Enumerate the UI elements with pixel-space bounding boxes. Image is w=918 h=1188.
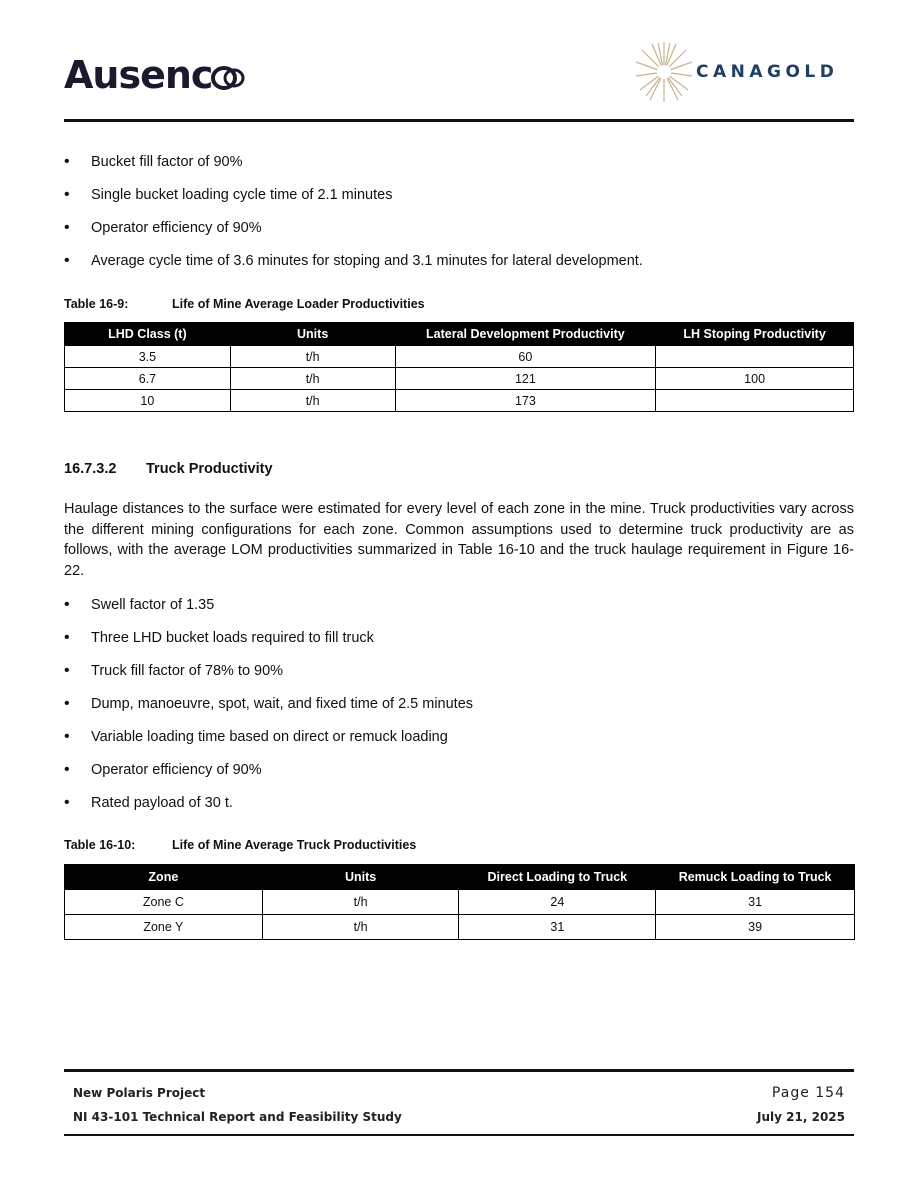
- table-title: Life of Mine Average Loader Productivities: [172, 297, 425, 311]
- footer-project: New Polaris Project: [73, 1086, 206, 1100]
- column-header: Lateral Development Productivity: [395, 323, 656, 346]
- column-header: LHD Class (t): [65, 323, 231, 346]
- canagold-wordmark: CANAGOLD: [696, 62, 839, 82]
- list-item: • Dump, manoeuvre, spot, wait, and fixed time of 2.5 minutes: [64, 694, 854, 727]
- column-header: Direct Loading to Truck: [459, 865, 656, 890]
- list-item: • Truck fill factor of 78% to 90%: [64, 661, 854, 694]
- list-item: • Operator efficiency of 90%: [64, 760, 854, 793]
- table-title: Life of Mine Average Truck Productivities: [172, 838, 417, 852]
- ausenco-swirl-icon: [210, 65, 246, 91]
- list-item: • Variable loading time based on direct or remuck loading: [64, 727, 854, 760]
- footer-rule-top: [64, 1069, 854, 1072]
- table-cell: 31: [459, 915, 656, 940]
- table-cell: 121: [395, 368, 656, 390]
- section-number: 16.7.3.2: [64, 461, 117, 477]
- table-number: Table 16-9:: [64, 297, 129, 311]
- section-title: Truck Productivity: [146, 461, 273, 477]
- list-item: • Bucket fill factor of 90%: [64, 152, 854, 185]
- column-header: LH Stoping Productivity: [656, 323, 854, 346]
- table-caption: [64, 838, 416, 852]
- column-header: Zone: [65, 865, 263, 890]
- header-rule: [64, 119, 854, 122]
- table-number: Table 16-10:: [64, 838, 136, 852]
- body-paragraph: Haulage distances to the surface were estimated for every level of each zone in the mine. Truck productivities vary across the different mining configurations for each zone. Common assumptions used to determine truck productivity are as follows, with the average LOM productivities summarized in Table 16-10 and the truck haulage requirement in Figure 16-22.: [64, 501, 854, 579]
- table-row: [65, 346, 854, 368]
- list-item: • Swell factor of 1.35: [64, 595, 854, 628]
- table-row: [65, 890, 855, 915]
- table-cell: [656, 390, 854, 412]
- column-header: Units: [230, 323, 395, 346]
- table-caption: [64, 297, 425, 311]
- list-item: • Rated payload of 30 t.: [64, 793, 854, 826]
- table-row: [65, 390, 854, 412]
- list-item: • Average cycle time of 3.6 minutes for stoping and 3.1 minutes for lateral development.: [64, 251, 854, 284]
- table-row: [65, 915, 855, 940]
- footer-page-number: Page 154: [771, 1085, 845, 1101]
- list-item: • Operator efficiency of 90%: [64, 218, 854, 251]
- footer-report-title: NI 43-101 Technical Report and Feasibility Study: [73, 1110, 402, 1124]
- list-item: • Single bucket loading cycle time of 2.1 minutes: [64, 185, 854, 218]
- bullet-list-truck: [64, 595, 854, 826]
- table-cell: 24: [459, 890, 656, 915]
- table-cell: 31: [656, 890, 855, 915]
- table-cell: t/h: [230, 368, 395, 390]
- truck-productivity-table: [64, 864, 855, 940]
- table-header-row: [65, 323, 854, 346]
- table-cell: Zone C: [65, 890, 263, 915]
- column-header: Units: [262, 865, 459, 890]
- table-cell: 6.7: [65, 368, 231, 390]
- table-cell: 100: [656, 368, 854, 390]
- bullet-list-loader: [64, 152, 854, 284]
- sunburst-icon: [634, 40, 694, 104]
- table-cell: 3.5: [65, 346, 231, 368]
- table-cell: t/h: [262, 915, 459, 940]
- ausenco-logo: Ausenc: [64, 56, 246, 94]
- footer-date: July 21, 2025: [757, 1110, 845, 1124]
- footer-rule-bottom: [64, 1134, 854, 1136]
- section-heading: [64, 461, 273, 477]
- table-cell: 10: [65, 390, 231, 412]
- table-cell: 60: [395, 346, 656, 368]
- table-cell: [656, 346, 854, 368]
- table-cell: Zone Y: [65, 915, 263, 940]
- table-cell: t/h: [262, 890, 459, 915]
- table-cell: 39: [656, 915, 855, 940]
- column-header: Remuck Loading to Truck: [656, 865, 855, 890]
- table-row: [65, 368, 854, 390]
- loader-productivity-table: [64, 322, 854, 412]
- table-cell: t/h: [230, 390, 395, 412]
- list-item: • Three LHD bucket loads required to fill truck: [64, 628, 854, 661]
- table-cell: t/h: [230, 346, 395, 368]
- table-cell: 173: [395, 390, 656, 412]
- table-header-row: [65, 865, 855, 890]
